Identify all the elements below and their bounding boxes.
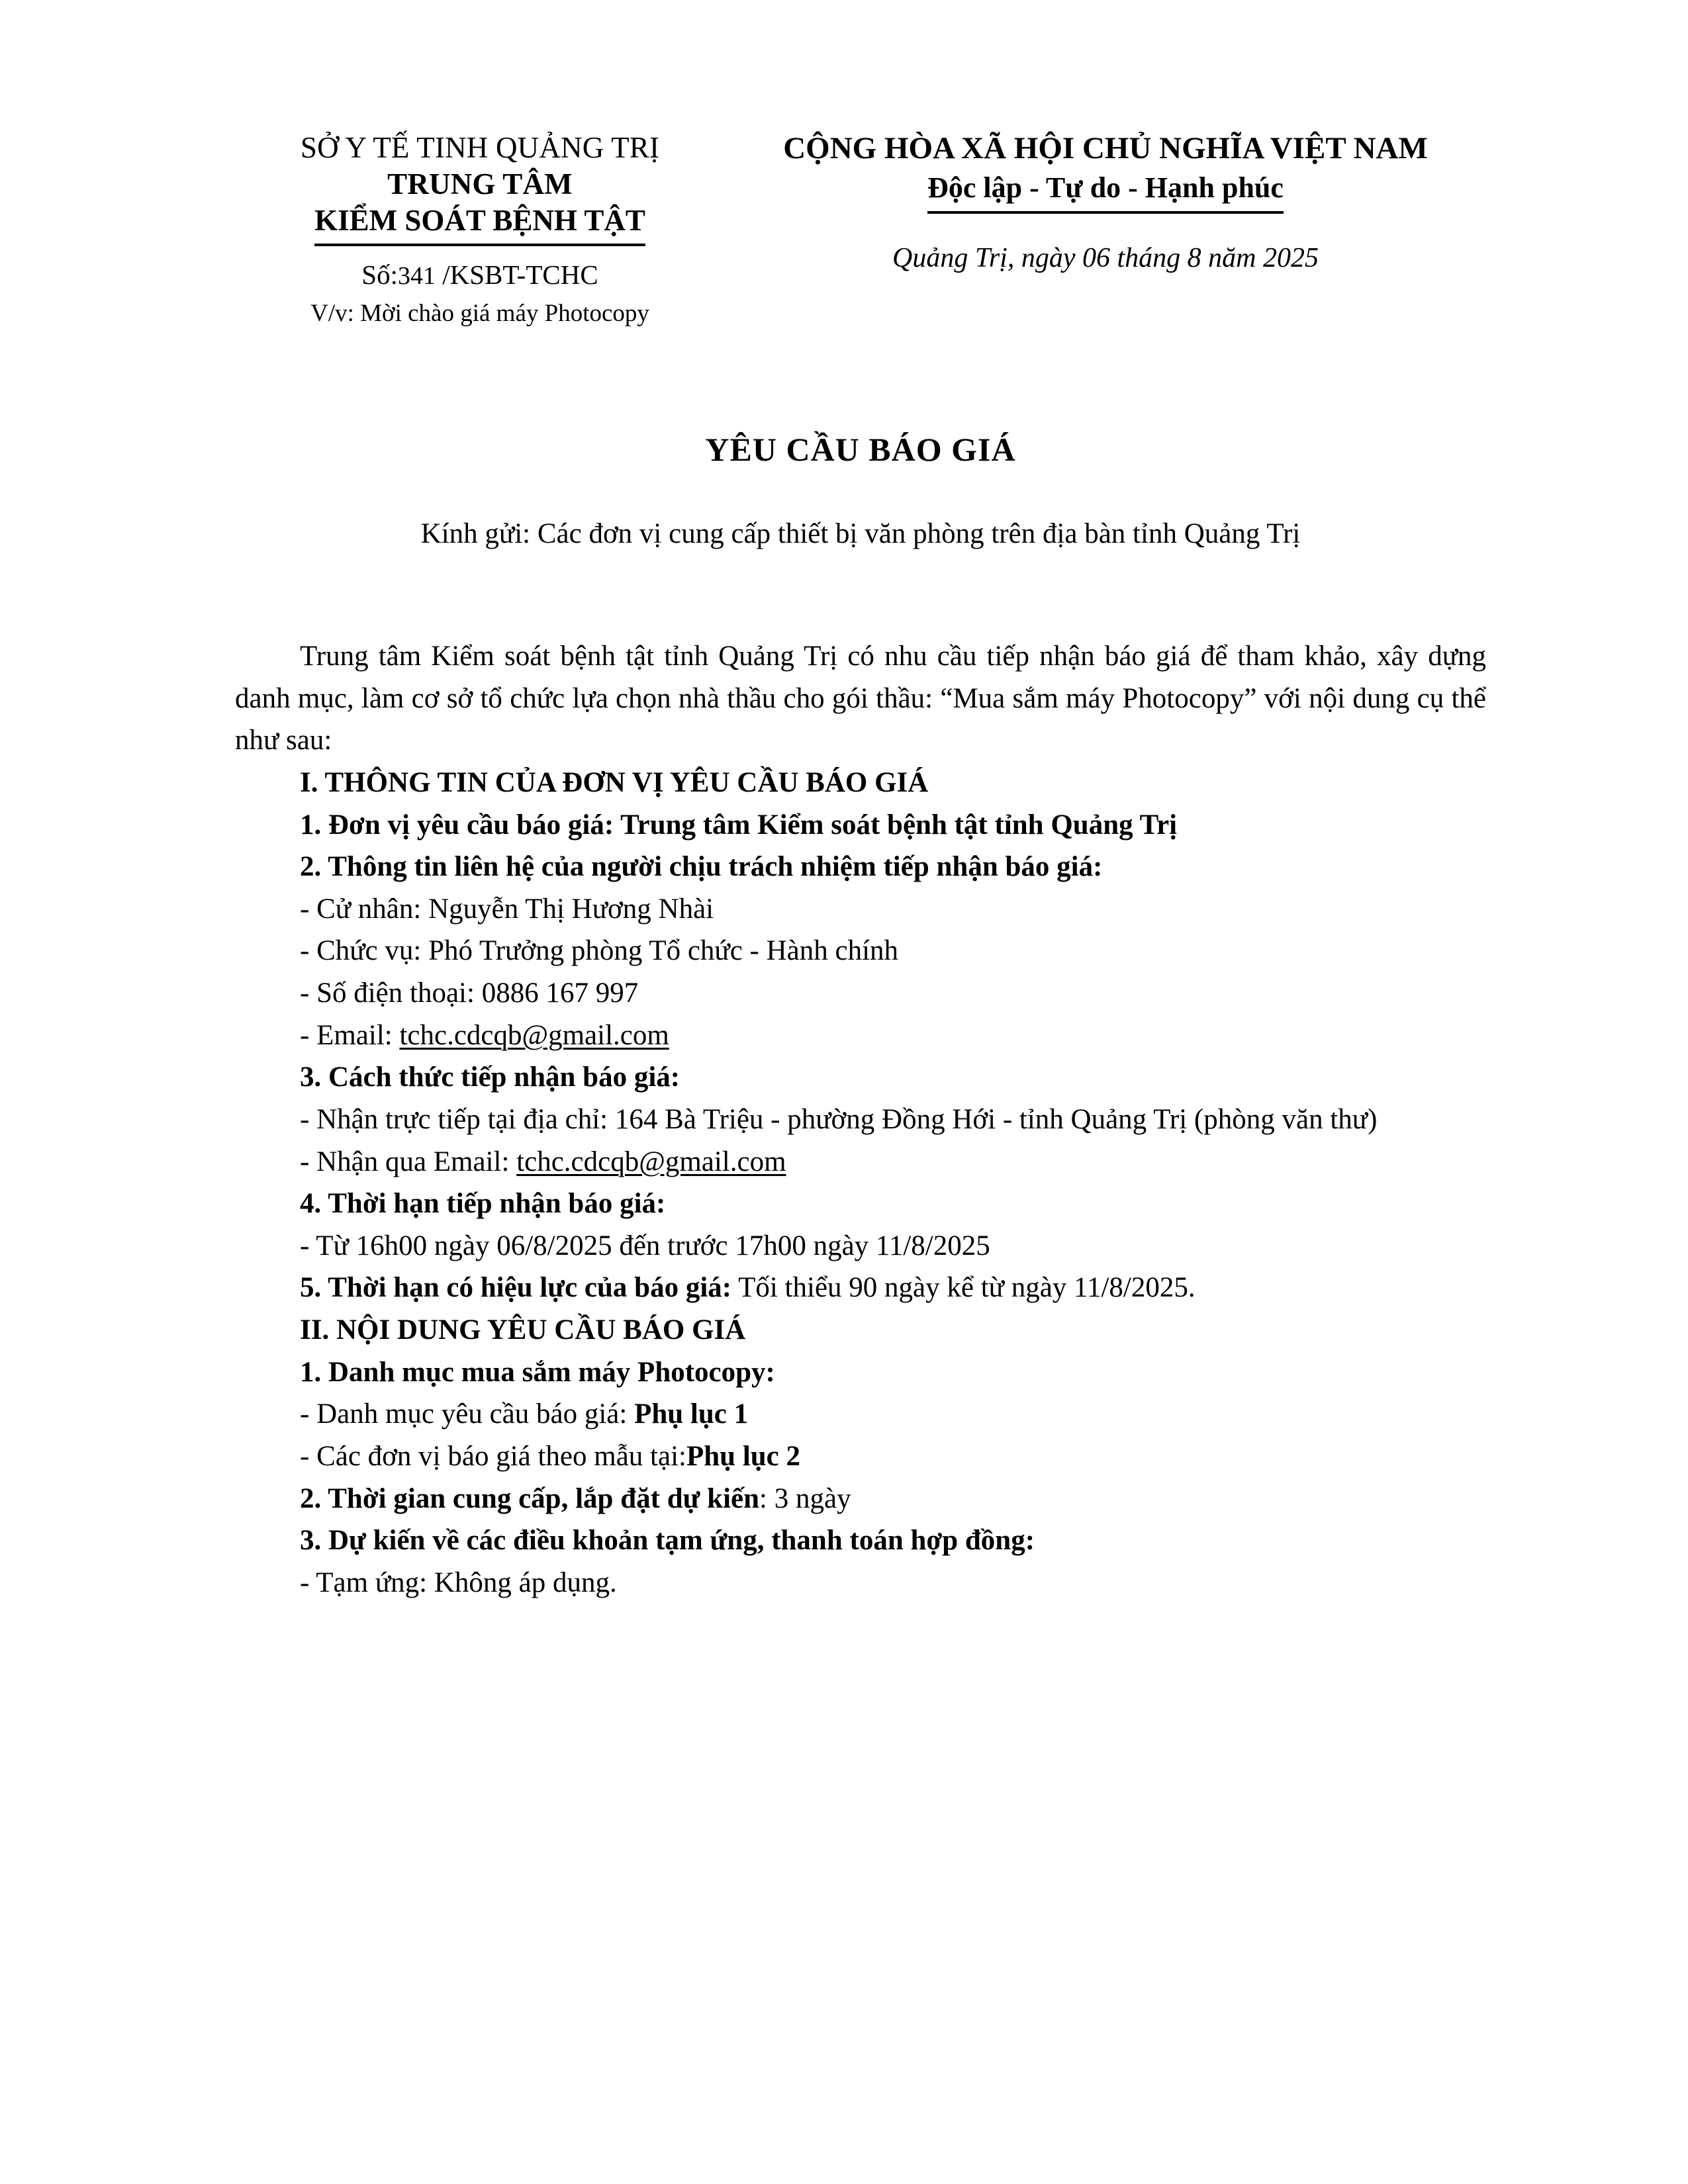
section-2-heading: II. NỘI DUNG YÊU CẦU BÁO GIÁ (300, 1314, 746, 1345)
section-2-item-2-label: 2. Thời gian cung cấp, lắp đặt dự kiến (300, 1482, 760, 1514)
header-left-block (235, 130, 725, 330)
document-number-suffix: /KSBT-TCHC (436, 259, 598, 290)
appendix-1-text: - Danh mục yêu cầu báo giá: (300, 1398, 635, 1430)
receive-in-person: - Nhận trực tiếp tại địa chỉ: 164 Bà Triệu - phường Đồng Hới - tỉnh Quảng Trị (phòng văn thư) (300, 1103, 1378, 1135)
document-number (235, 257, 725, 293)
national-motto: Độc lập - Tự do - Hạnh phúc (927, 171, 1284, 214)
contact-email-line (235, 1015, 1486, 1057)
appendix-2-ref: Phụ lục 2 (686, 1440, 801, 1472)
receive-email-label: - Nhận qua Email: (300, 1146, 517, 1177)
section-2-item-2 (235, 1478, 1486, 1520)
section-1-item-1 (235, 804, 1486, 846)
contact-email-link[interactable]: tchc.cdcqb@gmail.com (399, 1019, 669, 1051)
section-1-item-5-label: 5. Thời hạn có hiệu lực của báo giá: (300, 1272, 732, 1304)
appendix-1-ref: Phụ lục 1 (634, 1398, 749, 1430)
section-1-item-4-value: - Từ 16h00 ngày 06/8/2025 đến trước 17h00 ngày 11/8/2025 (300, 1230, 990, 1261)
issuing-authority-name-line2: KIỂM SOÁT BỆNH TẬT (314, 203, 645, 246)
document-number-prefix: Số: (361, 259, 398, 290)
section-2-item-1-label: 1. Danh mục mua sắm máy Photocopy: (300, 1356, 775, 1388)
section-1-item-2-label: 2. Thông tin liên hệ của người chịu trách nhiệm tiếp nhận báo giá: (300, 851, 1103, 883)
section-2-item-1-bullet-1 (235, 1393, 1486, 1435)
section-1-item-3-label: 3. Cách thức tiếp nhận báo giá: (300, 1062, 680, 1093)
contact-phone: - Số điện thoại: 0886 167 997 (300, 978, 639, 1009)
section-1-item-4-label: 4. Thời hạn tiếp nhận báo giá: (300, 1188, 666, 1220)
document-body (235, 635, 1486, 1604)
header-right-block (725, 130, 1486, 277)
issuing-authority-parent: SỞ Y TẾ TINH QUẢNG TRỊ (300, 131, 660, 164)
issuing-authority-name-line1: TRUNG TÂM (387, 167, 573, 201)
page-title: YÊU CẦU BÁO GIÁ (705, 431, 1016, 468)
section-2-item-1-bullet-2 (235, 1435, 1486, 1478)
section-1-item-5-value: Tối thiểu 90 ngày kể từ ngày 11/8/2025. (731, 1272, 1196, 1304)
contact-position: - Chức vụ: Phó Trưởng phòng Tổ chức - Hành chính (300, 935, 899, 967)
section-1-item-1-value: Trung tâm Kiểm soát bệnh tật tỉnh Quảng Trị (614, 809, 1178, 841)
place-and-date: Quảng Trị, ngày 06 tháng 8 năm 2025 (892, 243, 1319, 274)
intro-paragraph: Trung tâm Kiểm soát bệnh tật tỉnh Quảng Trị có nhu cầu tiếp nhận báo giá để tham khảo, xây dựng danh mục, làm cơ sở tổ chức lựa chọn nhà thầu cho gói thầu: “Mua sắm máy Photocopy” với nội dung cụ thể như sau: (235, 641, 1486, 756)
section-1-item-5 (235, 1267, 1486, 1309)
appendix-2-text: - Các đơn vị báo giá theo mẫu tại: (300, 1440, 686, 1472)
section-1-heading: I. THÔNG TIN CỦA ĐƠN VỊ YÊU CẦU BÁO GIÁ (300, 766, 929, 798)
section-2-item-2-value: : 3 ngày (759, 1482, 851, 1514)
contact-email-label: - Email: (300, 1019, 400, 1051)
recipient-line: Kính gửi: Các đơn vị cung cấp thiết bị văn phòng trên địa bàn tỉnh Quảng Trị (420, 518, 1301, 549)
contact-name: - Cử nhân: Nguyễn Thị Hương Nhài (300, 893, 714, 925)
section-2-item-3-bullet-1: - Tạm ứng: Không áp dụng. (300, 1567, 617, 1598)
section-1-item-1-label: 1. Đơn vị yêu cầu báo giá: (300, 809, 614, 841)
document-subject: V/v: Mời chào giá máy Photocopy (310, 300, 649, 328)
document-header (235, 130, 1486, 330)
receive-email-link[interactable]: tchc.cdcqb@gmail.com (516, 1146, 786, 1177)
document-number-value: 341 (398, 261, 436, 290)
receive-email-line (235, 1141, 1486, 1183)
section-2-item-3-label: 3. Dự kiến về các điều khoản tạm ứng, thanh toán hợp đồng: (300, 1525, 1035, 1557)
national-title: CỘNG HÒA XÃ HỘI CHỦ NGHĨA VIỆT NAM (783, 131, 1428, 165)
